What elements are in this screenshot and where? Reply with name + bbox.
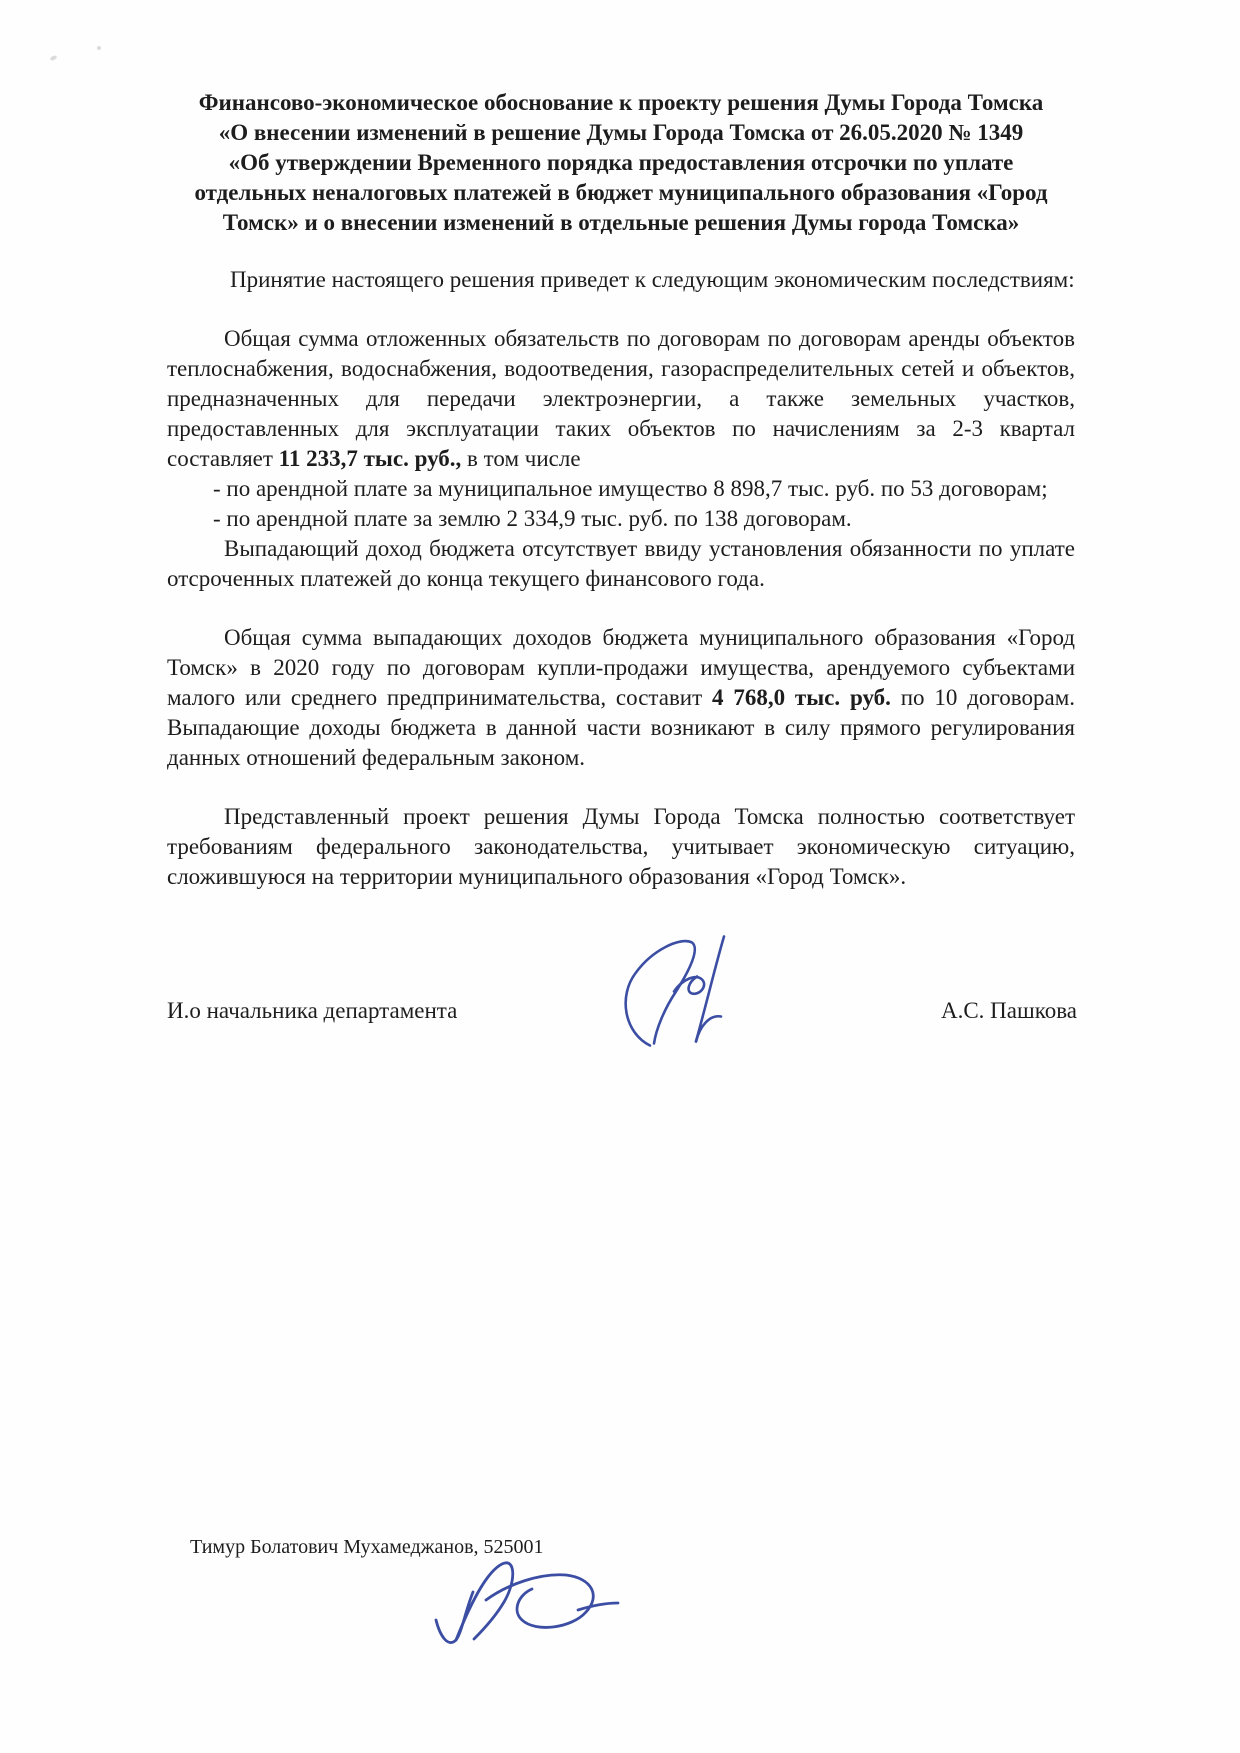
document-body	[167, 88, 1075, 892]
paragraph-no-lost-income: Выпадающий доход бюджета отсутствует ввиду установления обязанности по уплате отсроченных платежей до конца текущего финансового года.	[167, 536, 1075, 591]
paragraph-text: по 10 договорам. Выпадающие доходы бюджета в данной части возникают в силу прямого регулирования данных отношений федеральным законом.	[167, 685, 1076, 770]
amount-lost-income: 4 768,0 тыс. руб.	[712, 685, 891, 710]
paragraph-conclusion: Представленный проект решения Думы Города Томска полностью соответствует требованиям федерального законодательства, учитывает экономическую ситуацию, сложившуюся на территории муниципального образования «Город Томск».	[167, 804, 1075, 889]
bullet-municipal-property: - по арендной плате за муниципальное имущество 8 898,7 тыс. руб. по 53 договорам;	[213, 476, 1048, 501]
paragraph-intro: Принятие настоящего решения приведет к следующим экономическим последствиям:	[230, 267, 1075, 292]
scan-speck	[97, 46, 101, 50]
title-line: «О внесении изменений в решение Думы Города Томска от 26.05.2020 № 1349	[218, 120, 1024, 145]
title-line: отдельных неналоговых платежей в бюджет муниципального образования «Город	[194, 180, 1048, 205]
title-line: «Об утверждении Временного порядка предоставления отсрочки по уплате	[228, 150, 1014, 175]
title-line: Томск» и о внесении изменений в отдельные решения Думы города Томска»	[222, 210, 1020, 235]
paragraph-text: в том числе	[461, 446, 581, 471]
paragraph-lost-income	[167, 623, 1075, 773]
amount-total-deferred: 11 233,7 тыс. руб.,	[278, 446, 462, 471]
signature-position-label: И.о начальника департамента	[167, 998, 458, 1023]
paragraph-deferred-obligations	[167, 324, 1075, 474]
executor-handwritten-signature	[428, 1548, 623, 1673]
title-line: Финансово-экономическое обоснование к проекту решения Думы Города Томска	[198, 90, 1044, 115]
paragraph-text: Общая сумма выпадающих доходов бюджета муниципального образования «Город Томск» в 2020 году по договорам купли-продажи имущества, арендуемого субъектами малого или среднего предпринимательства, составит	[167, 625, 1075, 710]
signer-name: А.С. Пашкова	[940, 998, 1077, 1023]
scan-speck	[49, 55, 57, 62]
executor-line: Тимур Болатович Мухамеджанов, 525001	[190, 1536, 544, 1558]
bullet-land-lease: - по арендной плате за землю 2 334,9 тыс. руб. по 138 договорам.	[213, 506, 852, 531]
document-title	[167, 88, 1075, 238]
official-handwritten-signature	[612, 928, 762, 1056]
paragraph-text: Общая сумма отложенных обязательств по договорам по договорам аренды объектов теплоснабжения, водоснабжения, водоотведения, газораспределительных сетей и объектов, предназначенных для передачи электроэнергии, а также земельных участков, предоставленных для эксплуатации таких объектов по начислениям за 2-3 квартал составляет	[167, 326, 1075, 471]
